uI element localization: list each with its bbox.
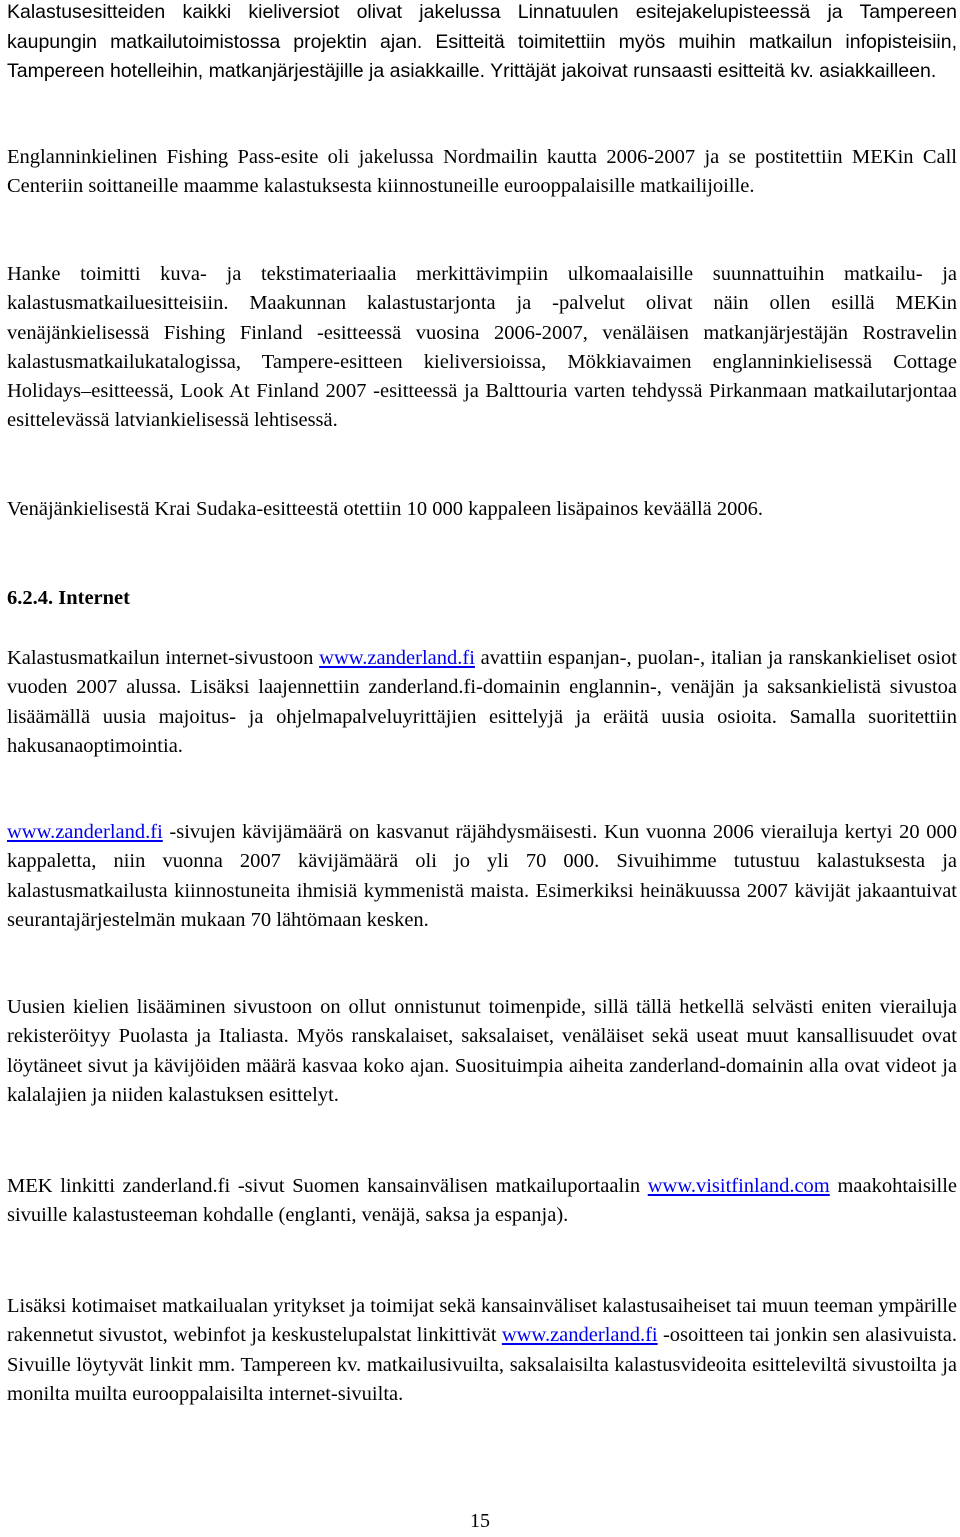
paragraph-krai-sudaka: Venäjänkielisestä Krai Sudaka-esitteestä otettiin 10 000 kappaleen lisäpainos keväällä 2006. <box>7 498 763 520</box>
paragraph-other-links <box>7 1292 957 1409</box>
text-span: MEK linkitti zanderland.fi -sivut Suomen kansainvälisen matkailuportaalin <box>7 1175 648 1197</box>
section-heading: 6.2.4. Internet <box>7 587 130 609</box>
text-span: avattiin espanjan-, puolan-, italian ja ranskankieliset osiot vuoden 2007 alussa. Lisäksi laajennettiin zanderland.fi-domainin englannin-, venäjän ja saksankielistä sivustoa lisäämällä uusia majoitus- ja ohjelmapalveluyrittäjien esittelyjä ja eräitä uusia osioita. Samalla suoritettiin hakusanaoptimointia. <box>7 647 957 757</box>
zanderland-link[interactable]: www.zanderland.fi <box>319 647 475 669</box>
text-span: -sivujen kävijämäärä on kasvanut räjähdysmäisesti. Kun vuonna 2006 vierailuja kertyi 20 000 kappaletta, niin vuonna 2007 kävijämäärä oli jo yli 70 000. Sivuihimme tutustuu kalastuksesta ja kalastusmatkailusta kiinnostuneita ihmisiä kymmenistä maista. Esimerkiksi heinäkuussa 2007 kävijät jakaantuivat seurantajärjestelmän mukaan 70 lähtömaan kesken. <box>7 821 957 931</box>
visitfinland-link[interactable]: www.visitfinland.com <box>647 1175 830 1197</box>
text-span: Kalastusmatkailun internet-sivustoon <box>7 647 320 669</box>
zanderland-link[interactable]: www.zanderland.fi <box>7 821 163 843</box>
text-span: maakohtaisille sivuille kalastusteeman kohdalle (englanti, venäjä, saksa ja espanja). <box>7 1175 957 1227</box>
page-number: 15 <box>470 1510 490 1532</box>
paragraph-website-sections <box>7 644 957 761</box>
paragraph-mek-link <box>7 1172 957 1231</box>
text-span: -osoitteen tai jonkin sen alasivuista. Sivuille löytyvät linkit mm. Tampereen kv. matkailusivuilta, saksalaisilta kalastusvideoita esitteleviltä sivustoilta ja monilta muilta eurooppalaisilta internet-sivuilta. <box>7 1324 957 1405</box>
zanderland-link[interactable]: www.zanderland.fi <box>501 1324 658 1347</box>
text-span: Lisäksi kotimaiset matkailualan yritykset ja toimijat sekä kansainväliset kalastusaiheiset tai muun teeman ympärille rakennetut sivustot, webinfot ja keskustelupalstat linkittivät <box>7 1295 957 1347</box>
paragraph-brochure-distribution: Kalastusesitteiden kaikki kieliversiot olivat jakelussa Linnatuulen esitejakelupisteessä ja Tampereen kaupungin matkailutoimistossa projektin ajan. Esitteitä toimitettiin myös muihin matkailun infopisteisiin, Tampereen hotelleihin, matkanjärjestäjille ja asiakkaille. Yrittäjät jakoivat runsaasti esitteitä kv. asiakkailleen. <box>7 1 957 82</box>
paragraph-new-languages: Uusien kielien lisääminen sivustoon on ollut onnistunut toimenpide, sillä tällä hetkellä selvästi eniten vierailuja rekisteröityy Puolasta ja Italiasta. Myös ranskalaiset, saksalaiset, venäläiset sekä useat muut kansallisuudet ovat löytäneet sivut ja kävijöiden määrä kasvaa koko ajan. Suosituimpia aiheita zanderland-domainin alla ovat videot ja kalalajien ja niiden kalastuksen esittelyt. <box>7 996 957 1106</box>
paragraph-materials: Hanke toimitti kuva- ja tekstimateriaalia merkittävimpiin ulkomaalaisille suunnattuihin matkailu- ja kalastusmatkailuesitteisiin. Maakunnan kalastustarjonta ja -palvelut olivat näin ollen esillä MEKin venäjänkielisessä Fishing Finland -esitteessä vuosina 2006-2007, venäläisen matkanjärjestäjän Rostravelin kalastusmatkailukatalogissa, Tampere-esitteen kieliversioissa, Mökkiavaimen englanninkielisessä Cottage Holidays–esitteessä, Look At Finland 2007 -esitteessä ja Balttouria varten tehdyssä Pirkanmaan matkailutarjontaa esittelevässä latviankielisessä lehtisessä. <box>7 263 957 432</box>
paragraph-fishing-pass: Englanninkielinen Fishing Pass-esite oli jakelussa Nordmailin kautta 2006-2007 ja se postitettiin MEKin Call Centeriin soittaneille maamme kalastuksesta kiinnostuneille eurooppalaisille matkailijoille. <box>7 146 957 198</box>
paragraph-visitor-stats <box>7 818 957 935</box>
